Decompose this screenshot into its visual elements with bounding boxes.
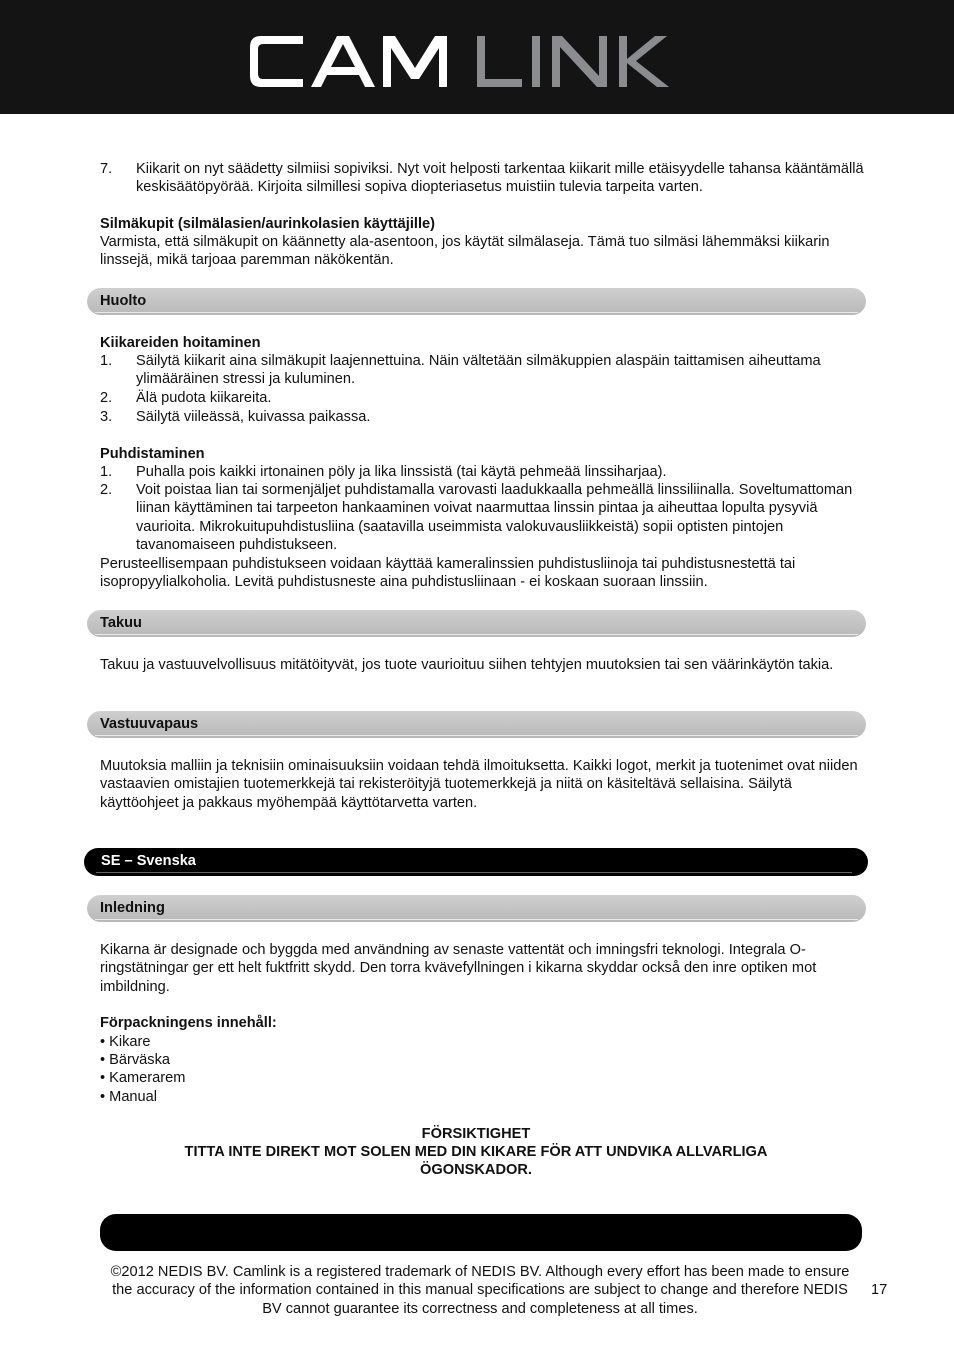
list-text: Kiikarit on nyt säädetty silmiisi sopiviksi. Nyt voit helposti tarkentaa kiikarit mille etäisyydelle tahansa kääntämällä keskisäätöpyörää. Kirjoita silmillesi sopiva diopteriasetus muistiin tulevia tarpeita varten. (136, 161, 864, 196)
page-number: 17 (871, 1282, 888, 1298)
paragraph: Kikarna är designade och byggda med användning av senaste vattentät och imningsfri teknologi. Integrala O-ringstätningar ger ett helt fuktfritt skydd. Den torra kvävefyllningen i kikarna skyddar också den inre optiken mot imbildning. (100, 942, 817, 995)
section-title: Vastuuvapaus (100, 716, 199, 732)
list-number: 1. (100, 353, 113, 369)
warning-line: ÖGONSKADOR. (420, 1162, 532, 1178)
list-text: Säilytä kiikarit aina silmäkupit laajennettuina. Näin vältetään silmäkuppien alaspäin taittamisen aiheuttama ylimääräinen stressi ja kuluminen. (136, 353, 821, 388)
list-item (100, 160, 870, 197)
section-bar-takuu (87, 610, 866, 637)
list-item (100, 389, 870, 407)
list-item: • Kikare (100, 1034, 151, 1050)
section-subheading: Förpackningens innehåll: (100, 1015, 277, 1031)
warning-line: TITTA INTE DIREKT MOT SOLEN MED DIN KIKARE FÖR ATT UNDVIKA ALLVARLIGA (184, 1144, 768, 1160)
paragraph: Perusteellisempaan puhdistukseen voidaan käyttää kameralinssien puhdistusliinoja tai puhdistusnestettä tai isopropyylialkoholia. Levitä puhdistusneste aina puhdistusliinaan - ei koskaan suoraan linssiin. (100, 556, 796, 591)
language-bar-svenska (84, 848, 868, 876)
list-item: • Kamerarem (100, 1070, 186, 1086)
list-text: Säilytä viileässä, kuivassa paikassa. (136, 409, 371, 425)
page-header (0, 0, 954, 114)
list-item (100, 481, 870, 555)
list-item (100, 352, 870, 389)
list-item (100, 463, 870, 481)
footer-bar (100, 1214, 862, 1251)
section-bar-inledning (87, 895, 866, 922)
list-number: 2. (100, 482, 113, 498)
list-number: 3. (100, 409, 113, 425)
list-text: Älä pudota kiikareita. (136, 390, 272, 406)
paragraph: Muutoksia malliin ja teknisiin ominaisuuksiin voidaan tehdä ilmoituksetta. Kaikki logot, merkit ja tuotenimet ovat niiden vastaavien omistajien tuotemerkkejä tai rekisteröityjä tuotemerkkejä ja niitä on käsiteltävä sellaisina. Säilytä käyttöohjeet ja pakkaus myöhempää käyttötarvetta varten. (100, 758, 858, 811)
section-title: Huolto (100, 293, 147, 309)
section-bar-huolto (87, 288, 866, 315)
camlink-logo (247, 32, 707, 92)
list-text: Puhalla pois kaikki irtonainen pöly ja lika linssistä (tai käytä pehmeää linssiharjaa). (136, 464, 667, 480)
paragraph: Takuu ja vastuuvelvollisuus mitätöityvät, jos tuote vaurioituu siihen tehtyjen muutoksien tai sen väärinkäytön takia. (100, 657, 834, 673)
language-title: SE – Svenska (101, 853, 196, 869)
section-subheading: Kiikareiden hoitaminen (100, 335, 261, 351)
section-subheading: Silmäkupit (silmälasien/aurinkolasien käyttäjille) (100, 216, 435, 232)
list-number: 2. (100, 390, 113, 406)
list-item: • Manual (100, 1089, 158, 1105)
warning-title: FÖRSIKTIGHET (421, 1126, 531, 1142)
section-subheading: Puhdistaminen (100, 446, 205, 462)
list-number: 1. (100, 464, 113, 480)
list-number: 7. (100, 161, 113, 177)
paragraph: Varmista, että silmäkupit on käännetty ala-asentoon, jos käytät silmälaseja. Tämä tuo silmäsi lähemmäksi kiikarin linssejä, mikä tarjoaa paremman näkökentän. (100, 234, 830, 269)
footer-copyright: ©2012 NEDIS BV. Camlink is a registered trademark of NEDIS BV. Although every effort has been made to ensure the accuracy of the information contained in this manual specifications are subject to change and therefore NEDIS BV cannot guarantee its correctness and completeness at all times. (110, 1264, 850, 1317)
section-title: Inledning (100, 900, 165, 916)
list-text: Voit poistaa lian tai sormenjäljet puhdistamalla varovasti laadukkaalla pehmeällä linssiliinalla. Soveltumattoman liinan käyttäminen tai tarpeeton hankaaminen voivat naarmuttaa linssin pintaa ja aiheuttaa lopulta pysyviä vaurioita. Mikrokuitupuhdistusliina (saatavilla useimmista valokuvausliikkeistä) sopii optisten pintojen tavanomaiseen puhdistukseen. (136, 482, 853, 554)
section-title: Takuu (100, 615, 142, 631)
section-bar-vastuuvapaus (87, 711, 866, 738)
list-item: • Bärväska (100, 1052, 170, 1068)
list-item (100, 408, 870, 426)
